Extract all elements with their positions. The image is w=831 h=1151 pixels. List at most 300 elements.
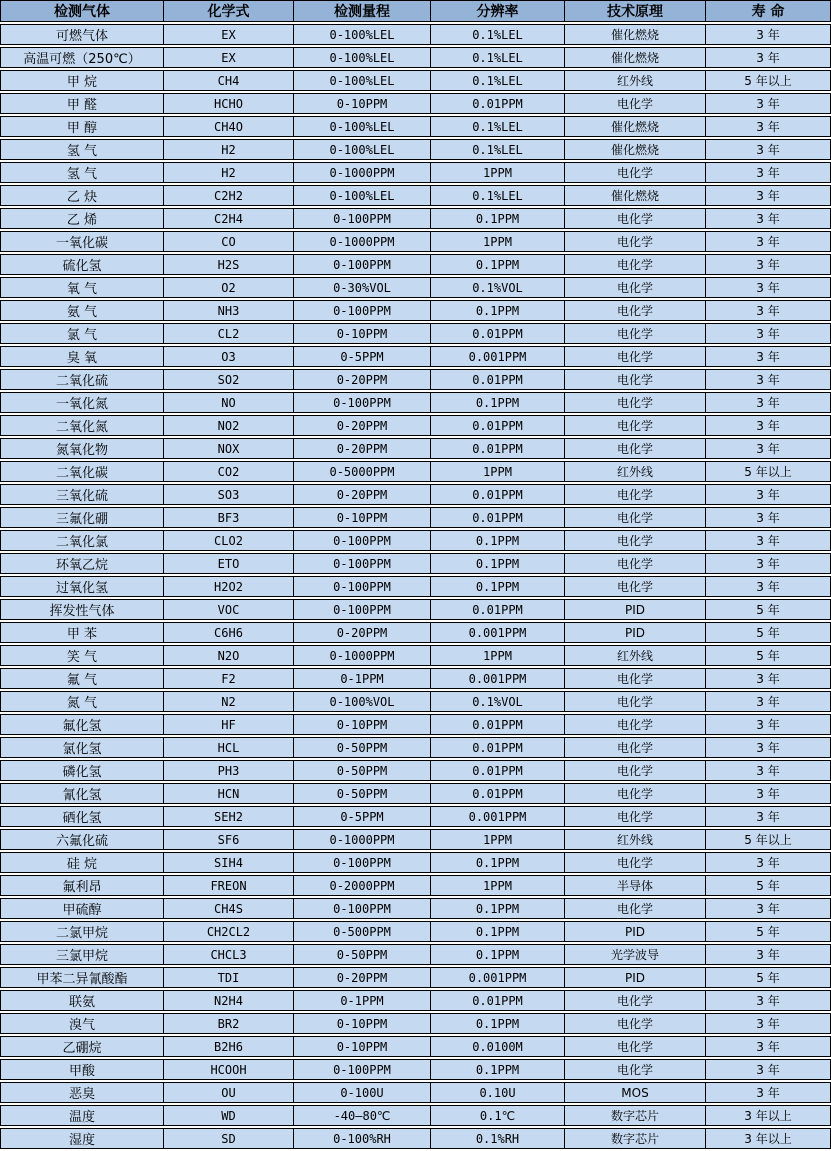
table-cell: 0-10PPM	[293, 323, 430, 344]
table-cell: 3 年以上	[705, 1105, 831, 1126]
table-cell: F2	[163, 668, 293, 689]
table-cell: 0.1PPM	[430, 944, 564, 965]
table-cell: 挥发性气体	[0, 599, 163, 620]
table-cell: 联氨	[0, 990, 163, 1011]
table-cell: HCL	[163, 737, 293, 758]
table-cell: 3 年	[705, 93, 831, 114]
table-row	[0, 346, 831, 367]
table-cell: 3 年	[705, 346, 831, 367]
table-cell: 3 年	[705, 392, 831, 413]
table-cell: PID	[564, 967, 705, 988]
table-cell: 5 年以上	[705, 70, 831, 91]
table-cell: 0.01PPM	[430, 93, 564, 114]
table-cell: 乙硼烷	[0, 1036, 163, 1057]
table-cell: 0.01PPM	[430, 714, 564, 735]
column-header: 技术原理	[564, 0, 705, 22]
table-cell: 0-100%VOL	[293, 691, 430, 712]
table-row	[0, 139, 831, 160]
table-cell: 5 年	[705, 645, 831, 666]
table-row	[0, 1059, 831, 1080]
table-cell: 3 年	[705, 507, 831, 528]
table-row	[0, 944, 831, 965]
table-cell: -40—80℃	[293, 1105, 430, 1126]
table-cell: 溴气	[0, 1013, 163, 1034]
table-cell: 催化燃烧	[564, 24, 705, 45]
table-cell: 二氧化氮	[0, 415, 163, 436]
table-cell: 红外线	[564, 829, 705, 850]
table-cell: 3 年	[705, 990, 831, 1011]
table-cell: 0.01PPM	[430, 507, 564, 528]
table-cell: 5 年	[705, 622, 831, 643]
table-cell: 氯 气	[0, 323, 163, 344]
column-header: 检测量程	[293, 0, 430, 22]
table-cell: 数字芯片	[564, 1105, 705, 1126]
table-cell: 0-20PPM	[293, 484, 430, 505]
table-cell: 0-50PPM	[293, 944, 430, 965]
table-cell: 高温可燃（250℃）	[0, 47, 163, 68]
table-cell: CL2	[163, 323, 293, 344]
table-row	[0, 691, 831, 712]
table-cell: C2H4	[163, 208, 293, 229]
table-cell: 3 年	[705, 231, 831, 252]
table-cell: 0.1PPM	[430, 392, 564, 413]
table-row	[0, 760, 831, 781]
table-cell: OU	[163, 1082, 293, 1103]
table-cell: 0.01PPM	[430, 737, 564, 758]
table-cell: EX	[163, 47, 293, 68]
table-cell: 3 年	[705, 783, 831, 804]
table-row	[0, 254, 831, 275]
table-row	[0, 415, 831, 436]
table-cell: 0-50PPM	[293, 783, 430, 804]
table-cell: CH4S	[163, 898, 293, 919]
table-cell: NH3	[163, 300, 293, 321]
column-header: 分辨率	[430, 0, 564, 22]
table-cell: N2	[163, 691, 293, 712]
table-cell: 0-30%VOL	[293, 277, 430, 298]
table-cell: 电化学	[564, 1036, 705, 1057]
table-cell: CO2	[163, 461, 293, 482]
table-cell: H2	[163, 139, 293, 160]
table-cell: 0-100U	[293, 1082, 430, 1103]
table-cell: 0-2000PPM	[293, 875, 430, 896]
table-cell: 3 年	[705, 323, 831, 344]
table-cell: 3 年	[705, 415, 831, 436]
table-cell: 0.1%LEL	[430, 47, 564, 68]
table-cell: 电化学	[564, 1013, 705, 1034]
table-cell: PID	[564, 622, 705, 643]
table-cell: 电化学	[564, 806, 705, 827]
table-cell: 磷化氢	[0, 760, 163, 781]
table-cell: 0-100PPM	[293, 208, 430, 229]
table-cell: 电化学	[564, 438, 705, 459]
table-cell: SIH4	[163, 852, 293, 873]
table-cell: 0-100%LEL	[293, 47, 430, 68]
table-cell: 0-1000PPM	[293, 829, 430, 850]
table-cell: 三氯甲烷	[0, 944, 163, 965]
table-cell: 0.1%LEL	[430, 24, 564, 45]
table-cell: 0.1PPM	[430, 254, 564, 275]
table-cell: 0.1PPM	[430, 553, 564, 574]
table-cell: 电化学	[564, 346, 705, 367]
table-cell: 3 年	[705, 1013, 831, 1034]
table-cell: 3 年	[705, 1059, 831, 1080]
table-cell: 乙 烯	[0, 208, 163, 229]
table-cell: 二氧化氯	[0, 530, 163, 551]
table-cell: CH4	[163, 70, 293, 91]
table-row	[0, 231, 831, 252]
table-cell: 0.01PPM	[430, 783, 564, 804]
table-cell: 甲 醛	[0, 93, 163, 114]
table-cell: 电化学	[564, 783, 705, 804]
table-cell: 1PPM	[430, 461, 564, 482]
table-row	[0, 1105, 831, 1126]
table-cell: 笑 气	[0, 645, 163, 666]
table-cell: C6H6	[163, 622, 293, 643]
table-cell: 二氯甲烷	[0, 921, 163, 942]
table-cell: 0-100PPM	[293, 852, 430, 873]
table-row	[0, 461, 831, 482]
table-cell: 电化学	[564, 737, 705, 758]
table-cell: 0-10PPM	[293, 1013, 430, 1034]
table-cell: 0-100PPM	[293, 392, 430, 413]
table-cell: 六氟化硫	[0, 829, 163, 850]
table-cell: 电化学	[564, 1059, 705, 1080]
table-cell: 3 年	[705, 438, 831, 459]
table-cell: 电化学	[564, 323, 705, 344]
table-row	[0, 1013, 831, 1034]
table-cell: 0-1000PPM	[293, 645, 430, 666]
table-cell: 氧 气	[0, 277, 163, 298]
table-cell: 0.001PPM	[430, 346, 564, 367]
table-cell: 0.1%LEL	[430, 70, 564, 91]
table-cell: 甲硫醇	[0, 898, 163, 919]
table-cell: 0.10U	[430, 1082, 564, 1103]
table-cell: CLO2	[163, 530, 293, 551]
table-cell: 0.1%RH	[430, 1128, 564, 1149]
table-cell: 3 年	[705, 691, 831, 712]
table-cell: 3 年	[705, 484, 831, 505]
table-cell: PID	[564, 599, 705, 620]
table-cell: 电化学	[564, 668, 705, 689]
table-row	[0, 599, 831, 620]
table-cell: 0.1PPM	[430, 852, 564, 873]
table-cell: 0.1PPM	[430, 530, 564, 551]
table-cell: 电化学	[564, 93, 705, 114]
table-cell: 0.1PPM	[430, 576, 564, 597]
table-row	[0, 116, 831, 137]
table-cell: 催化燃烧	[564, 185, 705, 206]
table-cell: 一氧化碳	[0, 231, 163, 252]
table-cell: 0-50PPM	[293, 760, 430, 781]
table-cell: 3 年	[705, 553, 831, 574]
table-cell: 5 年以上	[705, 461, 831, 482]
table-cell: 数字芯片	[564, 1128, 705, 1149]
table-row	[0, 921, 831, 942]
table-cell: 0-1PPM	[293, 990, 430, 1011]
table-cell: B2H6	[163, 1036, 293, 1057]
table-cell: 1PPM	[430, 829, 564, 850]
table-cell: TDI	[163, 967, 293, 988]
table-cell: 电化学	[564, 369, 705, 390]
table-cell: HCN	[163, 783, 293, 804]
table-cell: NOX	[163, 438, 293, 459]
table-cell: 氟 气	[0, 668, 163, 689]
table-cell: 电化学	[564, 852, 705, 873]
table-cell: 0-50PPM	[293, 737, 430, 758]
table-cell: N2H4	[163, 990, 293, 1011]
table-cell: 电化学	[564, 254, 705, 275]
table-cell: 氮氧化物	[0, 438, 163, 459]
table-cell: 0-10PPM	[293, 1036, 430, 1057]
table-cell: 0.001PPM	[430, 967, 564, 988]
table-row	[0, 714, 831, 735]
table-cell: 二氧化碳	[0, 461, 163, 482]
table-cell: SEH2	[163, 806, 293, 827]
table-cell: 3 年	[705, 185, 831, 206]
table-cell: N2O	[163, 645, 293, 666]
table-cell: SO2	[163, 369, 293, 390]
table-cell: HCOOH	[163, 1059, 293, 1080]
table-row	[0, 185, 831, 206]
table-cell: 催化燃烧	[564, 139, 705, 160]
table-cell: 三氟化硼	[0, 507, 163, 528]
table-cell: 0.01PPM	[430, 323, 564, 344]
table-cell: 环氧乙烷	[0, 553, 163, 574]
table-cell: 3 年	[705, 300, 831, 321]
table-cell: 氰化氢	[0, 783, 163, 804]
table-cell: 二氧化硫	[0, 369, 163, 390]
table-cell: 三氧化硫	[0, 484, 163, 505]
table-cell: 红外线	[564, 70, 705, 91]
table-cell: 恶臭	[0, 1082, 163, 1103]
table-cell: 3 年	[705, 576, 831, 597]
table-cell: 电化学	[564, 990, 705, 1011]
table-cell: NO	[163, 392, 293, 413]
table-cell: 0.0100M	[430, 1036, 564, 1057]
table-cell: 0.01PPM	[430, 990, 564, 1011]
table-row	[0, 1036, 831, 1057]
table-row	[0, 990, 831, 1011]
table-cell: 0-5PPM	[293, 806, 430, 827]
table-cell: 硅 烷	[0, 852, 163, 873]
table-cell: 氨 气	[0, 300, 163, 321]
table-cell: 0-100PPM	[293, 530, 430, 551]
table-cell: 3 年	[705, 760, 831, 781]
table-cell: 电化学	[564, 277, 705, 298]
table-cell: 0.1PPM	[430, 1059, 564, 1080]
table-cell: 0.1PPM	[430, 1013, 564, 1034]
table-row	[0, 70, 831, 91]
table-cell: HCHO	[163, 93, 293, 114]
table-row	[0, 300, 831, 321]
table-cell: PH3	[163, 760, 293, 781]
table-cell: 3 年	[705, 530, 831, 551]
table-cell: 3 年	[705, 162, 831, 183]
table-cell: 氯化氢	[0, 737, 163, 758]
table-cell: 0-20PPM	[293, 415, 430, 436]
table-cell: 0.001PPM	[430, 668, 564, 689]
table-cell: 0-100PPM	[293, 1059, 430, 1080]
table-cell: 氢 气	[0, 162, 163, 183]
table-row	[0, 392, 831, 413]
table-cell: HF	[163, 714, 293, 735]
table-cell: H2O2	[163, 576, 293, 597]
table-cell: 红外线	[564, 461, 705, 482]
table-row	[0, 277, 831, 298]
table-row	[0, 484, 831, 505]
table-cell: 催化燃烧	[564, 116, 705, 137]
table-cell: 电化学	[564, 507, 705, 528]
table-cell: CH2CL2	[163, 921, 293, 942]
table-cell: 5 年	[705, 599, 831, 620]
table-cell: BF3	[163, 507, 293, 528]
table-cell: 甲 烷	[0, 70, 163, 91]
table-cell: 1PPM	[430, 162, 564, 183]
table-row	[0, 875, 831, 896]
table-cell: CH4O	[163, 116, 293, 137]
header-row	[0, 0, 831, 22]
table-cell: 3 年	[705, 668, 831, 689]
table-cell: 0-100%LEL	[293, 70, 430, 91]
table-cell: 0.1PPM	[430, 921, 564, 942]
table-cell: 0.1PPM	[430, 898, 564, 919]
table-cell: 0.01PPM	[430, 415, 564, 436]
table-cell: CHCL3	[163, 944, 293, 965]
table-cell: 3 年	[705, 116, 831, 137]
table-cell: 甲 苯	[0, 622, 163, 643]
table-cell: 红外线	[564, 645, 705, 666]
table-cell: 1PPM	[430, 645, 564, 666]
table-cell: 0-1000PPM	[293, 162, 430, 183]
table-cell: 5 年	[705, 921, 831, 942]
table-cell: 0-500PPM	[293, 921, 430, 942]
table-cell: 0.1%LEL	[430, 139, 564, 160]
table-cell: 一氧化氮	[0, 392, 163, 413]
table-cell: 3 年以上	[705, 1128, 831, 1149]
table-row	[0, 47, 831, 68]
table-row	[0, 783, 831, 804]
table-cell: 湿度	[0, 1128, 163, 1149]
table-cell: 电化学	[564, 898, 705, 919]
table-cell: 0.1%VOL	[430, 691, 564, 712]
table-cell: 硒化氢	[0, 806, 163, 827]
table-cell: 0.1PPM	[430, 208, 564, 229]
table-cell: 3 年	[705, 806, 831, 827]
table-cell: 电化学	[564, 208, 705, 229]
table-cell: 0-100PPM	[293, 300, 430, 321]
table-cell: 0-10PPM	[293, 507, 430, 528]
table-cell: MOS	[564, 1082, 705, 1103]
table-cell: 0.1%VOL	[430, 277, 564, 298]
table-cell: SF6	[163, 829, 293, 850]
table-cell: 1PPM	[430, 875, 564, 896]
table-body	[0, 24, 831, 1149]
table-cell: 0-100%LEL	[293, 185, 430, 206]
table-cell: H2	[163, 162, 293, 183]
table-cell: 3 年	[705, 944, 831, 965]
table-row	[0, 438, 831, 459]
table-cell: 5 年以上	[705, 829, 831, 850]
table-cell: 3 年	[705, 1036, 831, 1057]
table-cell: 3 年	[705, 852, 831, 873]
table-cell: 电化学	[564, 392, 705, 413]
table-row	[0, 898, 831, 919]
table-row	[0, 622, 831, 643]
table-cell: 甲 醇	[0, 116, 163, 137]
table-cell: 催化燃烧	[564, 47, 705, 68]
table-cell: 电化学	[564, 691, 705, 712]
table-cell: ETO	[163, 553, 293, 574]
table-row	[0, 553, 831, 574]
table-cell: 0-10PPM	[293, 714, 430, 735]
table-cell: 0-5000PPM	[293, 461, 430, 482]
column-header: 化学式	[163, 0, 293, 22]
table-cell: O2	[163, 277, 293, 298]
table-cell: 光学波导	[564, 944, 705, 965]
table-row	[0, 323, 831, 344]
table-cell: 0-100%LEL	[293, 139, 430, 160]
table-cell: 电化学	[564, 162, 705, 183]
table-cell: 半导体	[564, 875, 705, 896]
table-cell: 3 年	[705, 139, 831, 160]
table-cell: CO	[163, 231, 293, 252]
table-row	[0, 93, 831, 114]
table-cell: O3	[163, 346, 293, 367]
table-row	[0, 852, 831, 873]
table-cell: 甲苯二异氰酸酯	[0, 967, 163, 988]
table-cell: 0.1℃	[430, 1105, 564, 1126]
table-cell: 电化学	[564, 714, 705, 735]
table-cell: 5 年	[705, 875, 831, 896]
table-cell: 0-20PPM	[293, 967, 430, 988]
table-cell: 臭 氧	[0, 346, 163, 367]
table-cell: 电化学	[564, 415, 705, 436]
table-cell: 1PPM	[430, 231, 564, 252]
table-cell: PID	[564, 921, 705, 942]
table-cell: 0-100PPM	[293, 553, 430, 574]
column-header: 寿 命	[705, 0, 831, 22]
table-row	[0, 208, 831, 229]
table-row	[0, 530, 831, 551]
table-cell: FREON	[163, 875, 293, 896]
table-cell: 0-1000PPM	[293, 231, 430, 252]
table-cell: 0.1%LEL	[430, 116, 564, 137]
table-cell: H2S	[163, 254, 293, 275]
table-cell: 可燃气体	[0, 24, 163, 45]
table-cell: WD	[163, 1105, 293, 1126]
table-cell: 乙 炔	[0, 185, 163, 206]
table-cell: 0.001PPM	[430, 622, 564, 643]
table-row	[0, 829, 831, 850]
column-header: 检测气体	[0, 0, 163, 22]
table-row	[0, 1128, 831, 1149]
table-cell: 0.01PPM	[430, 599, 564, 620]
table-row	[0, 967, 831, 988]
table-cell: SO3	[163, 484, 293, 505]
table-cell: 5 年	[705, 967, 831, 988]
table-row	[0, 737, 831, 758]
table-cell: 3 年	[705, 714, 831, 735]
table-cell: 0-5PPM	[293, 346, 430, 367]
table-cell: 0.001PPM	[430, 806, 564, 827]
table-cell: 0-100PPM	[293, 254, 430, 275]
table-cell: 电化学	[564, 553, 705, 574]
table-row	[0, 162, 831, 183]
table-row	[0, 507, 831, 528]
table-cell: 3 年	[705, 1082, 831, 1103]
table-cell: C2H2	[163, 185, 293, 206]
